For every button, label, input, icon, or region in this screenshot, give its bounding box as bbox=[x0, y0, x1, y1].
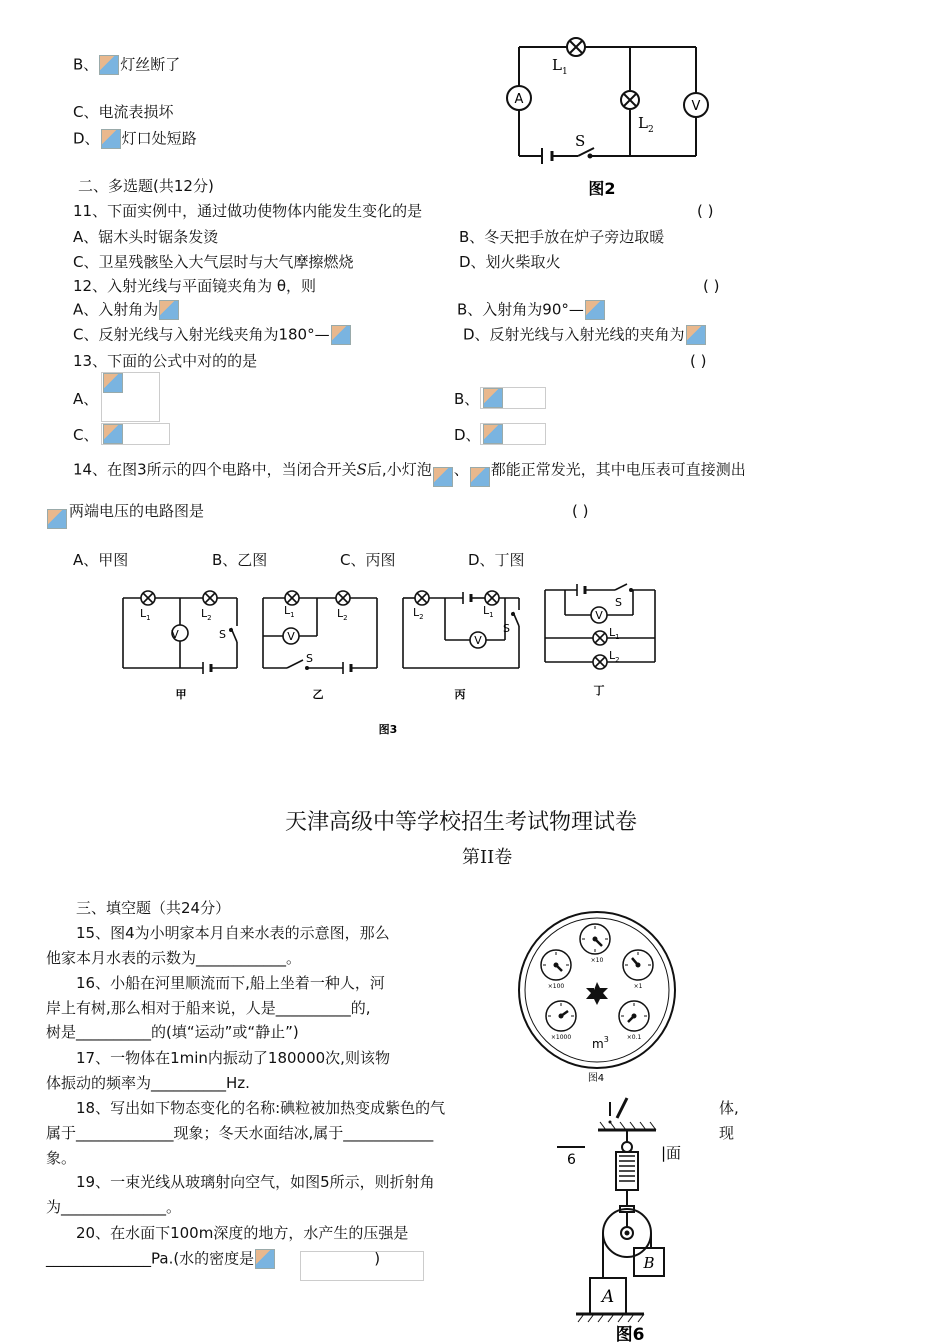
fig3-name-bing: 丙 bbox=[454, 688, 466, 701]
q18-line1-end: 体, bbox=[719, 1099, 739, 1117]
svg-text:6: 6 bbox=[567, 1152, 576, 1164]
q19-line2: 为______________。 bbox=[46, 1198, 182, 1216]
q18-line2: 属于_____________现象；冬天水面结冰,属于____________ bbox=[46, 1124, 434, 1142]
q15-line1: 15、图4为小明家本月自来水表的示意图，那么 bbox=[76, 924, 390, 942]
q16-line3: 树是__________的(填“运动”或“静止”) bbox=[46, 1023, 299, 1041]
q11-option-b: B、冬天把手放在炉子旁边取暖 bbox=[459, 228, 665, 246]
figure-3-circuits bbox=[115, 580, 665, 740]
dial-label-x1000: ×1000 bbox=[550, 1034, 572, 1041]
q14-line2: 两端电压的电路图是 bbox=[69, 502, 205, 520]
q16-line1: 16、小船在河里顺流而下,船上坐着一种人，河 bbox=[76, 974, 385, 992]
q17-line1: 17、一物体在1min内振动了180000次,则该物 bbox=[76, 1049, 390, 1067]
fig3-ding-l2-label: $L_2$ bbox=[609, 649, 620, 664]
fig4-caption: 图4 bbox=[587, 1073, 605, 1084]
fig3-ding-s-label: S bbox=[615, 596, 622, 609]
q13-option-c: C、 bbox=[73, 426, 99, 444]
broken-image-icon bbox=[103, 424, 123, 444]
section2-heading: 二、多选题(共12分) bbox=[78, 177, 214, 195]
block-a-label: A bbox=[601, 1287, 615, 1307]
q10-option-b: B、 灯丝断了 bbox=[73, 55, 181, 74]
fig5-text-fragment: |面 bbox=[661, 1144, 682, 1162]
q11-option-c: C、卫星残骸坠入大气层时与大气摩擦燃烧 bbox=[73, 253, 354, 271]
q12-stem: 12、入射光线与平面镜夹角为 θ，则 bbox=[73, 277, 317, 295]
fig3-ding-voltmeter: V bbox=[595, 609, 603, 622]
q19-line1: 19、一束光线从玻璃射向空气，如图5所示，则折射角 bbox=[76, 1173, 435, 1191]
q12-paren: ( ) bbox=[703, 277, 720, 295]
q16-line2: 岸上有树,那么相对于船来说，人是__________的, bbox=[46, 999, 371, 1017]
dial-label-x0.1: ×0.1 bbox=[626, 1034, 642, 1041]
fig3-yi-s-label: S bbox=[306, 652, 313, 665]
dial-label-x100: ×100 bbox=[547, 983, 565, 990]
fig3-yi-l2-label: $L_2$ bbox=[337, 607, 348, 622]
q18-line2-end: 现 bbox=[719, 1124, 735, 1142]
q18-line1: 18、写出如下物态变化的名称:碘粒被加热变成紫色的气 bbox=[76, 1099, 446, 1117]
fig2-switch-label: S bbox=[575, 132, 586, 150]
q14-option-c: C、丙图 bbox=[340, 551, 396, 569]
broken-image-icon bbox=[255, 1249, 275, 1269]
figure-2-circuit bbox=[500, 36, 720, 198]
q10-option-c: C、电流表损坏 bbox=[73, 103, 174, 121]
dial-label-x10: ×10 bbox=[590, 957, 604, 964]
section3-heading: 三、填空题（共24分） bbox=[76, 899, 231, 917]
fig3-ding-l1-label: $L_1$ bbox=[609, 626, 620, 641]
dial-label-x1: ×1 bbox=[633, 983, 643, 990]
fig3-bing-l2-label: $L_2$ bbox=[413, 606, 424, 621]
figure-4-water-meter bbox=[518, 908, 678, 1088]
q13-stem: 13、下面的公式中对的的是 bbox=[73, 352, 258, 370]
fig2-caption: 图2 bbox=[588, 179, 616, 198]
q14-option-b: B、乙图 bbox=[212, 551, 268, 569]
q11-option-d: D、划火柴取火 bbox=[459, 253, 561, 271]
q15-line2: 他家本月水表的示数为____________。 bbox=[46, 949, 302, 967]
fig2-lamp1-label: $L_1$ bbox=[552, 56, 568, 77]
broken-image-icon bbox=[470, 467, 490, 487]
q13-option-a: A、 bbox=[73, 390, 99, 408]
fig3-jia-l2-label: $L_2$ bbox=[201, 607, 212, 622]
q13-option-d: D、 bbox=[454, 426, 481, 444]
q11-option-a: A、锯木头时锯条发烫 bbox=[73, 228, 219, 246]
broken-image-icon bbox=[99, 55, 119, 75]
q17-line2: 体振动的频率为__________Hz. bbox=[46, 1074, 250, 1092]
broken-image-icon bbox=[433, 467, 453, 487]
fig3-yi-voltmeter: V bbox=[287, 630, 295, 643]
q12-option-c: C、反射光线与入射光线夹角为180°— bbox=[73, 325, 352, 345]
broken-image-icon bbox=[585, 300, 605, 320]
fig3-name-jia: 甲 bbox=[175, 688, 187, 701]
fig3-yi-l1-label: $L_1$ bbox=[284, 604, 295, 619]
fig3-name-ding: 丁 bbox=[593, 684, 605, 697]
broken-image-icon bbox=[47, 509, 67, 529]
fig3-bing-s-label: S bbox=[503, 622, 510, 635]
voltmeter-label: V bbox=[691, 99, 701, 114]
q13-option-b: B、 bbox=[454, 390, 480, 408]
fig3-jia-l1-label: $L_1$ bbox=[140, 607, 151, 622]
broken-image-icon bbox=[686, 325, 706, 345]
q11-paren: ( ) bbox=[697, 202, 714, 220]
q13-paren: ( ) bbox=[690, 352, 707, 370]
fig6-caption: 图6 bbox=[615, 1325, 645, 1344]
q18-line3: 象。 bbox=[46, 1149, 77, 1167]
broken-image-icon bbox=[159, 300, 179, 320]
q20-line2: ______________Pa.(水的密度是 ) bbox=[46, 1249, 381, 1268]
q20-line1: 20、在水面下100m深度的地方，水产生的压强是 bbox=[76, 1224, 409, 1242]
fig3-bing-l1-label: $L_1$ bbox=[483, 604, 494, 619]
q14-paren: ( ) bbox=[572, 502, 589, 520]
volume-subtitle: 第II卷 bbox=[462, 847, 513, 868]
figure-6-pulley-system bbox=[570, 1118, 690, 1344]
fig3-name-yi: 乙 bbox=[312, 688, 324, 701]
fig3-jia-s-label: S bbox=[219, 628, 226, 641]
q14-option-a: A、甲图 bbox=[73, 551, 129, 569]
fig3-bing-voltmeter: V bbox=[474, 634, 482, 647]
fig2-lamp2-label: $L_2$ bbox=[638, 114, 654, 135]
q11-stem: 11、下面实例中，通过做功使物体内能发生变化的是 bbox=[73, 202, 423, 220]
q14-line1: 14、在图3所示的四个电路中，当闭合开关S后,小灯泡 、 都能正常发光，其中电压表可直接测出 bbox=[73, 453, 746, 487]
q10-option-d: D、 灯口处短路 bbox=[73, 129, 197, 148]
block-b-label: B bbox=[643, 1254, 655, 1272]
broken-image-icon bbox=[331, 325, 351, 345]
exam-title: 天津高级中等学校招生考试物理试卷 bbox=[285, 810, 638, 835]
fig3-jia-voltmeter: V bbox=[171, 628, 179, 641]
q12-option-b: B、入射角为90°— bbox=[457, 300, 606, 320]
q12-option-a: A、入射角为 bbox=[73, 300, 180, 320]
broken-image-icon bbox=[483, 388, 503, 408]
q14-option-d: D、丁图 bbox=[468, 551, 525, 569]
ammeter-label: A bbox=[514, 92, 524, 107]
broken-image-icon bbox=[483, 424, 503, 444]
broken-image-icon bbox=[103, 373, 123, 393]
meter-unit: $m^3$ bbox=[592, 1035, 609, 1051]
q12-option-d: D、反射光线与入射光线的夹角为 bbox=[463, 325, 707, 345]
fig3-caption: 图3 bbox=[378, 723, 398, 736]
broken-image-icon bbox=[101, 129, 121, 149]
